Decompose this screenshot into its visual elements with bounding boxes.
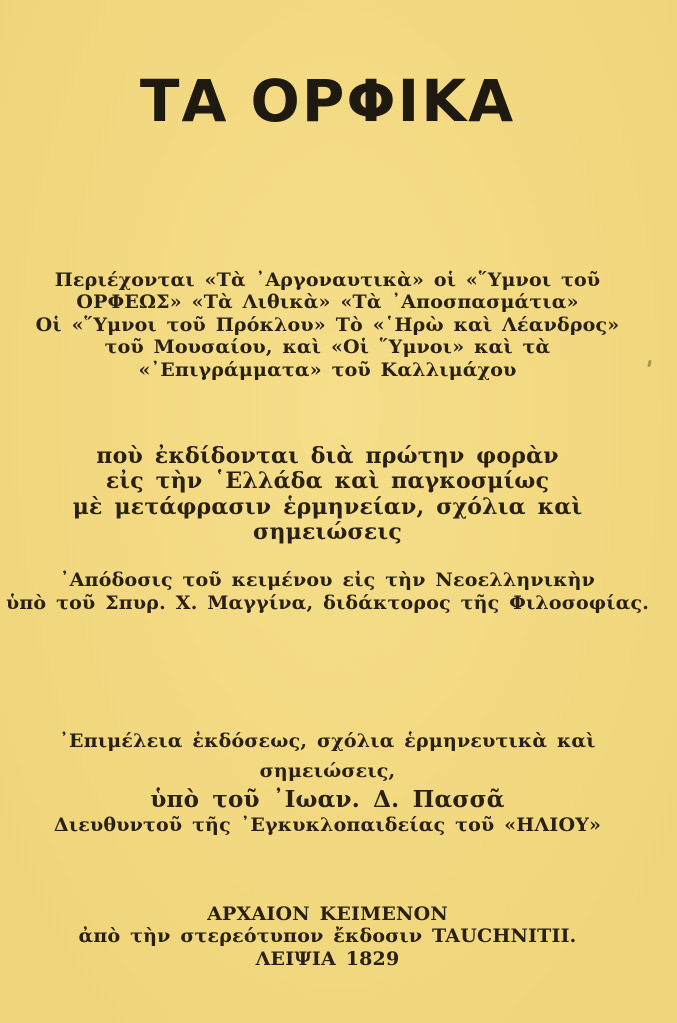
imprint-line: ΑΡΧΑΙΟΝ ΚΕΙΜΕΝΟΝ (207, 903, 448, 925)
contents-line: ΟΡΦΕΩΣ» «Τὰ Λιθικὰ» «Τὰ ᾿Αποσπασμάτια» (76, 291, 579, 314)
imprint-line: ἀπὸ τὴν στερεότυπον ἔκδοσιν TAUCHNITII. (78, 925, 577, 948)
edition-line: ποὺ ἐκδίδονται διὰ πρώτην φορὰν (96, 443, 559, 469)
editor-block (0, 726, 655, 837)
translator-line: ὑπὸ τοῦ Σπυρ. Χ. Μαγγίνα, διδάκτορος τῆς Φιλοσοφίας. (5, 592, 650, 614)
translator-line: ᾿Απόδοσις τοῦ κειμένου εἰς τὴν Νεοελληνικὴν (59, 569, 596, 591)
contents-line: «᾿Επιγράμματα» τοῦ Καλλιμάχου (138, 358, 517, 381)
edition-statement-block (0, 444, 655, 546)
contents-block (0, 269, 655, 381)
imprint-line: ΛΕΙΨΙΑ 1829 (255, 947, 400, 970)
editor-line: ᾿Επιμέλεια ἐκδόσεως, σχόλια ἑρμηνευτικὰ καὶ σημειώσεις, (59, 730, 596, 782)
edition-line: μὲ μετάφρασιν ἑρμηνείαν, σχόλια καὶ σημειώσεις (72, 493, 583, 546)
page-title: ΤΑ ΟΡΦΙΚΑ (139, 67, 516, 135)
translator-block (0, 569, 655, 615)
contents-line: Περιέχονται «Τὰ ᾿Αργοναυτικὰ» οἱ «῞Υμνοι τοῦ (54, 269, 601, 291)
imprint-block (0, 903, 655, 970)
contents-line: τοῦ Μουσαίου, καὶ «Οἱ ῞Υμνοι» καὶ τὰ (104, 336, 551, 359)
contents-line: Οἱ «῞Υμνοι τοῦ Πρόκλου» Τὸ «῾Ηρὼ καὶ Λέανδρος» (35, 313, 620, 336)
editor-name-line: ὑπὸ τοῦ ᾿Ιωαν. Δ. Πασσᾶ (150, 786, 505, 813)
edition-line: εἰς τὴν ῾Ελλάδα καὶ παγκοσμίως (105, 468, 550, 495)
editor-title-line: Διευθυντοῦ τῆς ᾿Εγκυκλοπαιδείας τοῦ «ΗΛΙΟΥ» (53, 814, 602, 836)
